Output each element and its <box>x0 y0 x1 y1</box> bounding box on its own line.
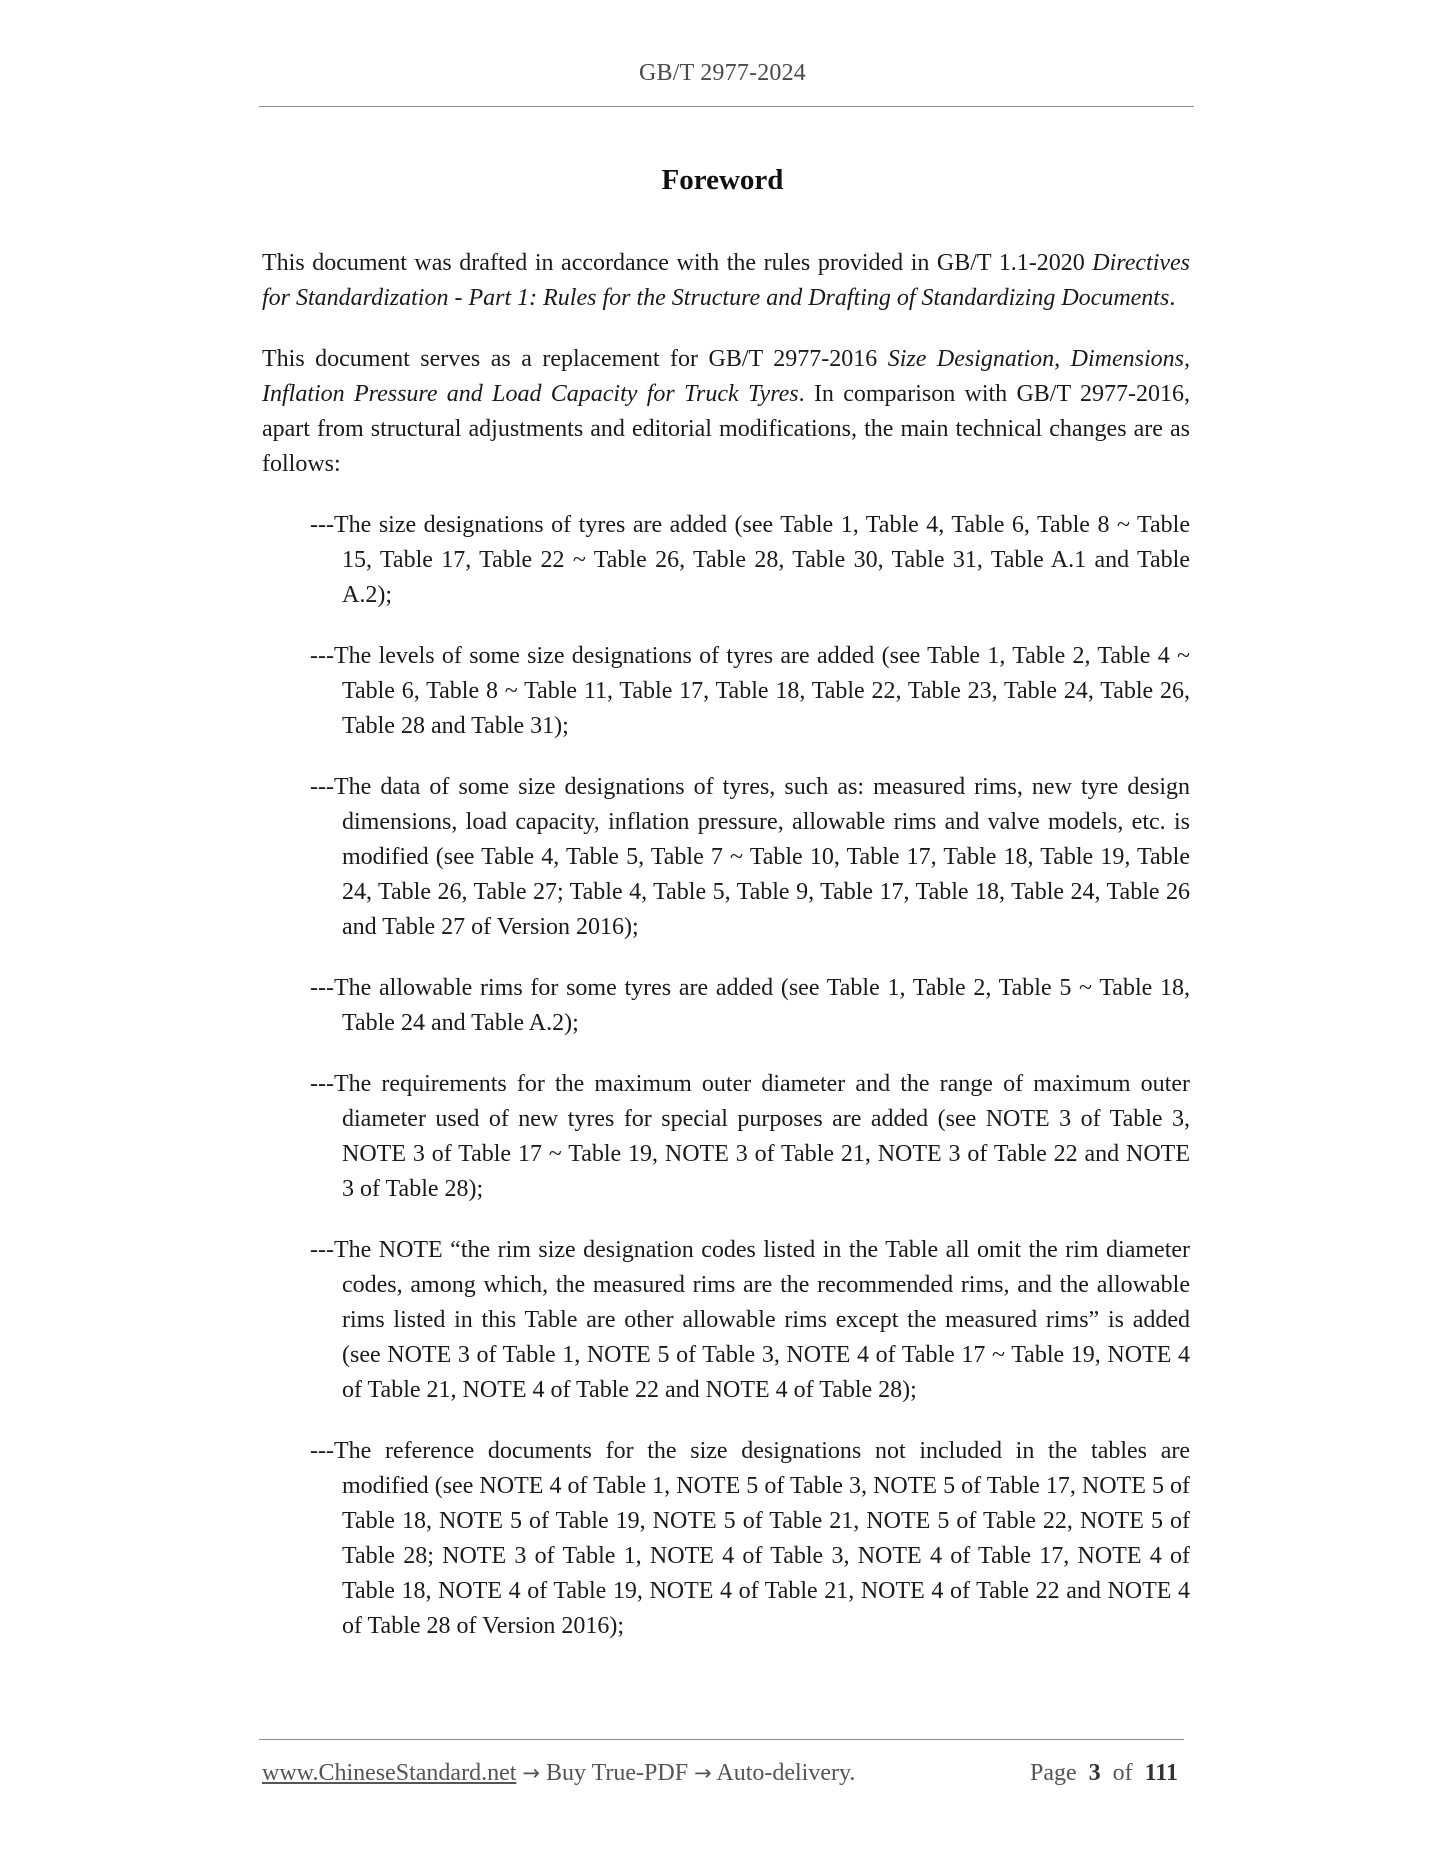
of-label: of <box>1112 1760 1133 1786</box>
site-link[interactable]: www.ChineseStandard.net <box>262 1760 517 1786</box>
header-divider <box>259 106 1194 107</box>
change-item-1: ---The size designations of tyres are added (see Table 1, Table 4, Table 6, Table 8 ~ Table 15, Table 17, Table 22 ~ Table 26, Table 28, Table 30, Table 31, Table A.1 and Table A.2); <box>310 512 1190 608</box>
change-item-3: ---The data of some size designations of tyres, such as: measured rims, new tyre design dimensions, load capacity, inflation pressure, allowable rims and valve models, etc. is modified (see Table 4, Table 5, Table 7 ~ Table 10, Table 17, Table 18, Table 19, Table 24, Table 26, Table 27; Table 4, Table 5, Table 9, Table 17, Table 18, Table 24, Table 26 and Table 27 of Version 2016); <box>310 774 1190 940</box>
page-number: 3 <box>1088 1760 1101 1786</box>
section-title: Foreword <box>661 164 784 196</box>
intro-paragraph-replacement <box>262 342 1190 482</box>
footer-promo <box>262 1760 855 1787</box>
arrow-right-icon: → <box>522 1761 540 1785</box>
change-item-5: ---The requirements for the maximum outer diameter and the range of maximum outer diameter used of new tyres for special purposes are added (see NOTE 3 of Table 3, NOTE 3 of Table 17 ~ Table 19, NOTE 3 of Table 21, NOTE 3 of Table 22 and NOTE 3 of Table 28); <box>310 1071 1190 1202</box>
page-footer <box>262 1760 1182 1794</box>
delivery-text: Auto-delivery. <box>716 1760 856 1786</box>
paragraph-text: This document was drafted in accordance with the rules provided in GB/T 1.1-2020 <box>262 250 1093 276</box>
arrow-right-icon: → <box>694 1761 712 1785</box>
paragraph-text: . <box>1169 285 1176 311</box>
standard-title-italic: Directives for Standardization - Part 1: Rules for the Structure and Drafting of Standardizing Documents <box>262 250 1190 311</box>
paragraph-text: This document serves as a replacement for GB/T 2977-2016 <box>262 346 888 372</box>
page-label: Page <box>1029 1760 1077 1786</box>
buy-text: Buy True-PDF <box>546 1760 689 1786</box>
change-item-2: ---The levels of some size designations of tyres are added (see Table 1, Table 2, Table 4 ~ Table 6, Table 8 ~ Table 11, Table 17, Table 18, Table 22, Table 23, Table 24, Table 26, Table 28 and Table 31); <box>310 643 1190 739</box>
running-header: GB/T 2977-2024 <box>638 60 807 86</box>
total-pages: 111 <box>1144 1760 1178 1786</box>
change-item-7: ---The reference documents for the size designations not included in the tables are modified (see NOTE 4 of Table 1, NOTE 5 of Table 3, NOTE 5 of Table 17, NOTE 5 of Table 18, NOTE 5 of Table 19, NOTE 5 of Table 21, NOTE 5 of Table 22, NOTE 5 of Table 28; NOTE 3 of Table 1, NOTE 4 of Table 3, NOTE 4 of Table 17, NOTE 4 of Table 18, NOTE 4 of Table 19, NOTE 4 of Table 21, NOTE 4 of Table 22 and NOTE 4 of Table 28 of Version 2016); <box>310 1438 1190 1639</box>
paragraph-text: . In comparison with GB/T 2977-2016, apart from structural adjustments and editorial modifications, the main technical changes are as follows: <box>262 381 1190 477</box>
change-item-6: ---The NOTE “the rim size designation codes listed in the Table all omit the rim diameter codes, among which, the measured rims are the recommended rims, and the allowable rims listed in this Table are other allowable rims except the measured rims” is added (see NOTE 3 of Table 1, NOTE 5 of Table 3, NOTE 4 of Table 17 ~ Table 19, NOTE 4 of Table 21, NOTE 4 of Table 22 and NOTE 4 of Table 28); <box>310 1237 1190 1403</box>
footer-divider <box>259 1739 1184 1740</box>
change-item-4: ---The allowable rims for some tyres are added (see Table 1, Table 2, Table 5 ~ Table 18, Table 24 and Table A.2); <box>310 975 1190 1036</box>
foreword-body <box>262 246 1190 1670</box>
standard-title-italic: Size Designation, Dimensions, Inflation Pressure and Load Capacity for Truck Tyres <box>262 346 1190 407</box>
intro-paragraph-drafting <box>262 246 1190 316</box>
page-indicator <box>1030 1760 1178 1787</box>
